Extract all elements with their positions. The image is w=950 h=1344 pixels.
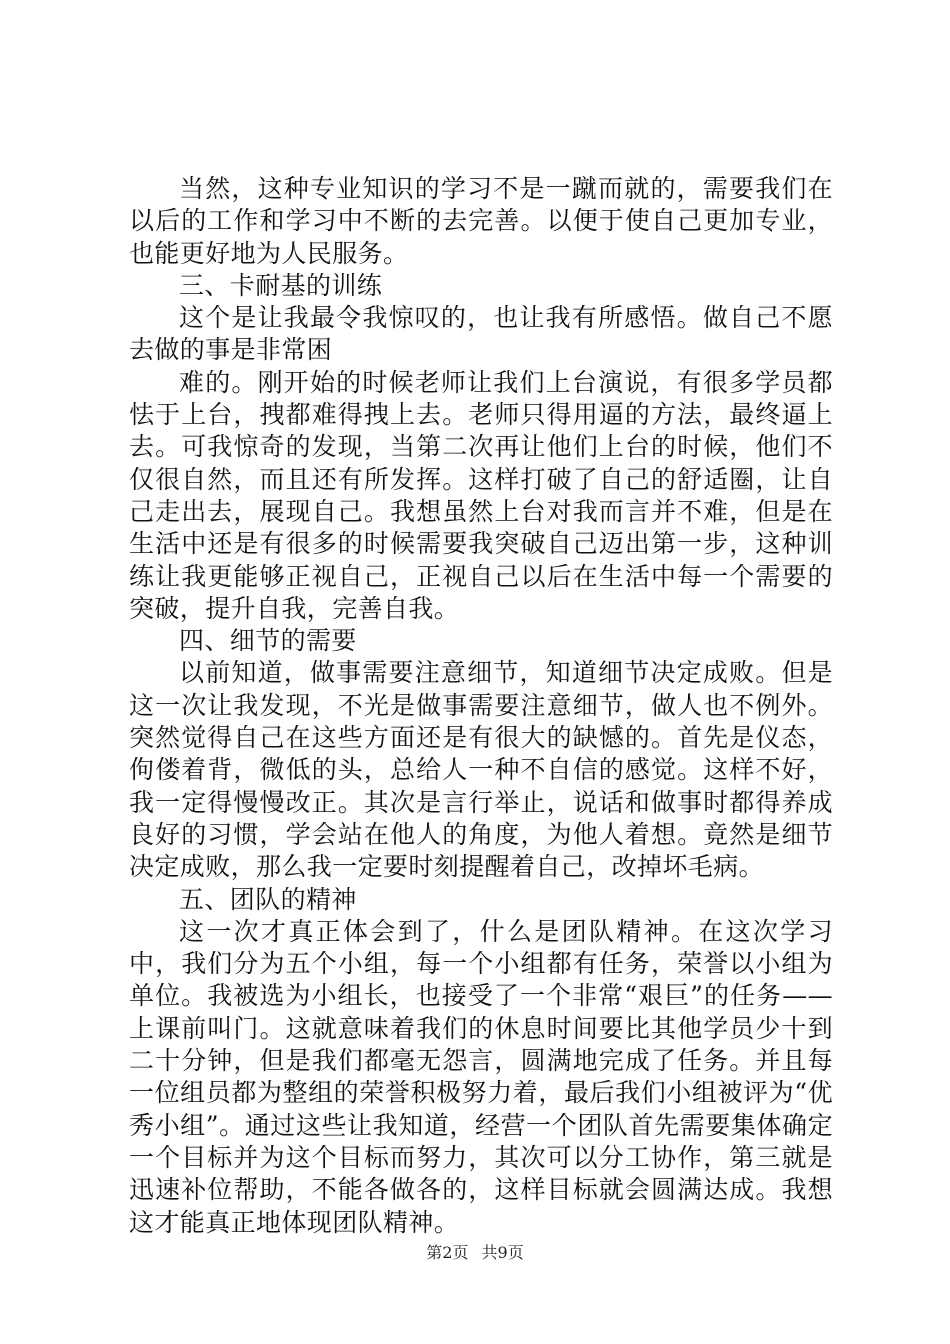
- paragraph: 这一次才真正体会到了，什么是团队精神。在这次学习中，我们分为五个小组，每一个小组都有任务，荣誉以小组为单位。我被选为小组长，也接受了一个非常“艰巨”的任务——上课前叫门。这就意味着我们的休息时间要比其他学员少十到二十分钟，但是我们都毫无怨言，圆满地完成了任务。并且每一位组员都为整组的荣誉积极努力着，最后我们小组被评为“优秀小组”。通过这些让我知道，经营一个团队首先需要集体确定一个目标并为这个目标而努力，其次可以分工协作，第三就是迅速补位帮助，不能各做各的，这样目标就会圆满达成。我想这才能真正地体现团队精神。: [129, 916, 833, 1237]
- paragraph: 以前知道，做事需要注意细节，知道细节决定成败。但是这一次让我发现，不光是做事需要注意细节，做人也不例外。突然觉得自己在这些方面还是有很大的缺憾的。首先是仪态，佝偻着背，微低的头，总给人一种不自信的感觉。这样不好，我一定得慢慢改正。其次是言行举止，说话和做事时都得养成良好的习惯，学会站在他人的角度，为他人着想。竟然是细节决定成败，那么我一定要时刻提醒着自己，改掉坏毛病。: [129, 658, 833, 882]
- paragraph: 这个是让我最令我惊叹的，也让我有所感悟。做自己不愿去做的事是非常困: [129, 303, 833, 365]
- page-number: 第2页: [426, 1243, 469, 1262]
- paragraph: 当然，这种专业知识的学习不是一蹴而就的，需要我们在以后的工作和学习中不断的去完善。以便于使自己更加专业，也能更好地为人民服务。: [129, 174, 833, 268]
- page-footer: [0, 1240, 950, 1263]
- paragraph: 难的。刚开始的时候老师让我们上台演说，有很多学员都怯于上台，拽都难得拽上去。老师只得用逼的方法，最终逼上去。可我惊奇的发现，当第二次再让他们上台的时候，他们不仅很自然，而且还有所发挥。这样打破了自己的舒适圈，让自己走出去，展现自己。我想虽然上台对我而言并不难，但是在生活中还是有很多的时候需要我突破自己迈出第一步，这种训练让我更能够正视自己，正视自己以后在生活中每一个需要的突破，提升自我，完善自我。: [129, 367, 833, 623]
- section-heading: 三、卡耐基的训练: [179, 270, 383, 300]
- section-heading: 五、团队的精神: [179, 884, 357, 914]
- section-heading: 四、细节的需要: [179, 626, 357, 656]
- document-body: [129, 173, 833, 1239]
- page-total: 共9页: [481, 1243, 524, 1262]
